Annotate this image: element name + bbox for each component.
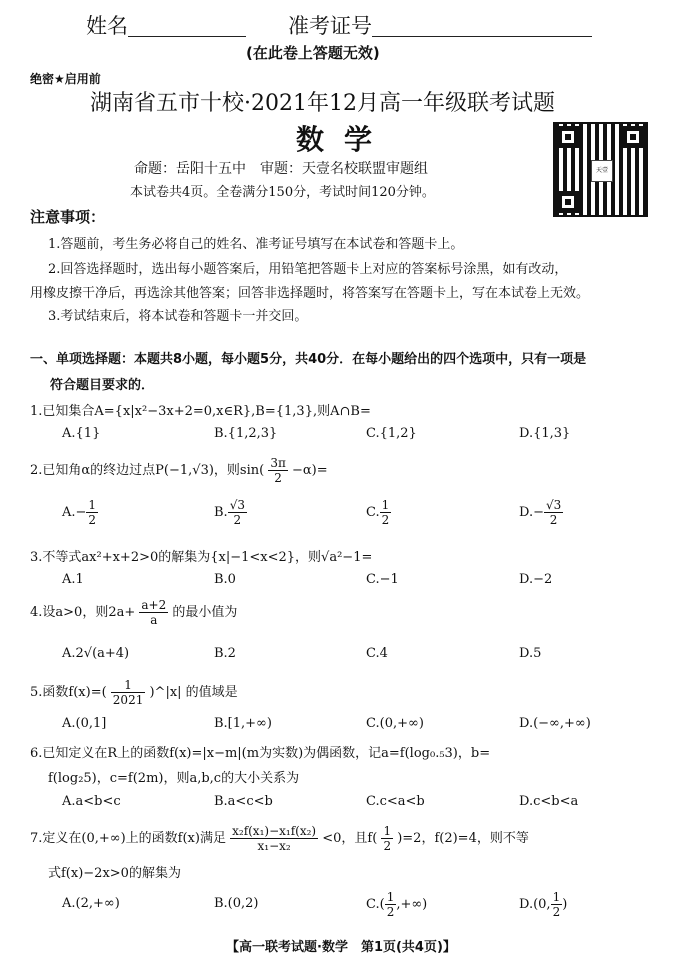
question-stem: 3.不等式ax²+x+2>0的解集为{x|−1<x<2}，则√a²−1= <box>30 550 373 565</box>
option-c: C.( $\frac{1}{2}$ ,+∞) <box>366 890 428 919</box>
option-d: D.{1,3} <box>519 426 571 441</box>
exam-info: 本试卷共4页。全卷满分150分，考试时间120分钟。 <box>130 185 435 200</box>
name-blank <box>128 36 246 37</box>
fraction: $\frac{a+2}{a}$ <box>141 598 167 627</box>
fraction: $\frac{\text{x₂f(x₁)−x₁f(x₂)}}{\text{x₁−x₂}}$ <box>232 824 317 853</box>
note-item: 3.考试结束后，将本试卷和答题卡一并交回。 <box>48 309 308 324</box>
option-d: D.(0, $\frac{1}{2}$ ) <box>519 890 568 919</box>
section-header: 一、单项选择题：本题共8小题，每小题5分，共40分．在每小题给出的四个选项中，只有一项是 <box>30 352 587 367</box>
section-header-cont: 符合题目要求的． <box>50 378 155 393</box>
question-stem <box>30 456 328 485</box>
secret-mark: 绝密★启用前 <box>30 72 101 86</box>
option-b: B. $\frac{√3}{2}$ <box>214 498 245 527</box>
option-b: B.0 <box>214 572 236 587</box>
exam-id-blank <box>372 36 592 37</box>
note-item: 用橡皮擦干净后，再选涂其他答案；回答非选择题时，将答案写在答题卡上，写在本试卷上无效。 <box>30 286 590 301</box>
option-c: C.4 <box>366 646 388 661</box>
question-stem: 7.定义在(0,+∞)上的函数f(x)满足 $\frac{\text{x₂f(x₁)−x₁f(x₂)}}{\text{x₁−x₂}}$ <0，且f( $\frac{1}{2}$ )=2，f(2)=4，则不等 <box>30 824 529 853</box>
page-footer: 【高一联考试题·数学 第1页(共4页)】 <box>226 940 456 955</box>
stem-text: 2.已知角α的终边过点P(−1,√3)，则sin( <box>30 463 265 478</box>
option-a: A.{1} <box>62 426 101 441</box>
option-a: A.(0,1] <box>62 716 107 731</box>
question-stem-cont: 式f(x)−2x>0的解集为 <box>48 866 181 881</box>
stem-text: −α)= <box>292 463 328 478</box>
option-b: B.[1,+∞) <box>214 716 272 731</box>
option-b: B.(0,2) <box>214 896 259 911</box>
notes-title: 注意事项： <box>30 208 106 226</box>
option-a: A.2√(a+4) <box>62 646 130 661</box>
option-d: D.− $\frac{√3}{2}$ <box>519 498 562 527</box>
option-c: C.{1,2} <box>366 426 417 441</box>
option-c: C.c<a<b <box>366 794 425 809</box>
question-stem: 6.已知定义在R上的函数f(x)=|x−m|(m为实数)为偶函数，记a=f(log₀.₅3)，b= <box>30 746 491 761</box>
option-d: D.−2 <box>519 572 553 587</box>
option-c: C.(0,+∞) <box>366 716 424 731</box>
fraction: $\frac{1}{2021}$ <box>112 678 144 707</box>
exam-authors: 命题：岳阳十五中 审题：天壹名校联盟审题组 <box>134 161 428 177</box>
qr-code <box>553 122 648 217</box>
note-item: 1.答题前，考生务必将自己的姓名、准考证号填写在本试卷和答题卡上。 <box>48 237 464 252</box>
name-label: 姓名 <box>86 14 128 38</box>
option-d: D.c<b<a <box>519 794 579 809</box>
question-stem: 5.函数f(x)=( $\frac{1}{2021}$ )^|x| 的值域是 <box>30 678 238 707</box>
exam-title: 湖南省五市十校·2021年12月高一年级联考试题 <box>90 91 555 116</box>
option-b: B.a<c<b <box>214 794 273 809</box>
fraction <box>268 456 288 485</box>
invalid-notice: (在此卷上答题无效) <box>246 44 380 62</box>
option-b: B.2 <box>214 646 236 661</box>
frac-denominator: 2 <box>274 471 282 485</box>
question-stem: 4.设a>0，则2a+ $\frac{a+2}{a}$ 的最小值为 <box>30 598 238 627</box>
exam-id-label: 准考证号 <box>288 14 372 38</box>
option-c: C. $\frac{1}{2}$ <box>366 498 390 527</box>
option-a: A.1 <box>62 572 84 587</box>
frac-numerator: 3π <box>270 456 286 470</box>
option-a: A.a<b<c <box>62 794 121 809</box>
option-d: D.(−∞,+∞) <box>519 716 591 731</box>
option-c: C.−1 <box>366 572 399 587</box>
question-stem: 1.已知集合A={x|x²−3x+2=0,x∈R},B={1,3},则A∩B= <box>30 404 371 419</box>
note-item: 2.回答选择题时，选出每小题答案后，用铅笔把答题卡上对应的答案标号涂黑，如有改动， <box>48 262 568 277</box>
qr-logo: 天壹 <box>591 160 613 182</box>
question-stem-cont: f(log₂5)，c=f(2m)，则a,b,c的大小关系为 <box>48 771 300 786</box>
option-d: D.5 <box>519 646 542 661</box>
option-a: A.− $\frac{1}{2}$ <box>62 498 97 527</box>
fraction: $\frac{1}{2}$ <box>383 824 392 853</box>
subject-title: 数学 <box>296 123 393 156</box>
option-a: A.(2,+∞) <box>62 896 120 911</box>
option-b: B.{1,2,3} <box>214 426 278 441</box>
